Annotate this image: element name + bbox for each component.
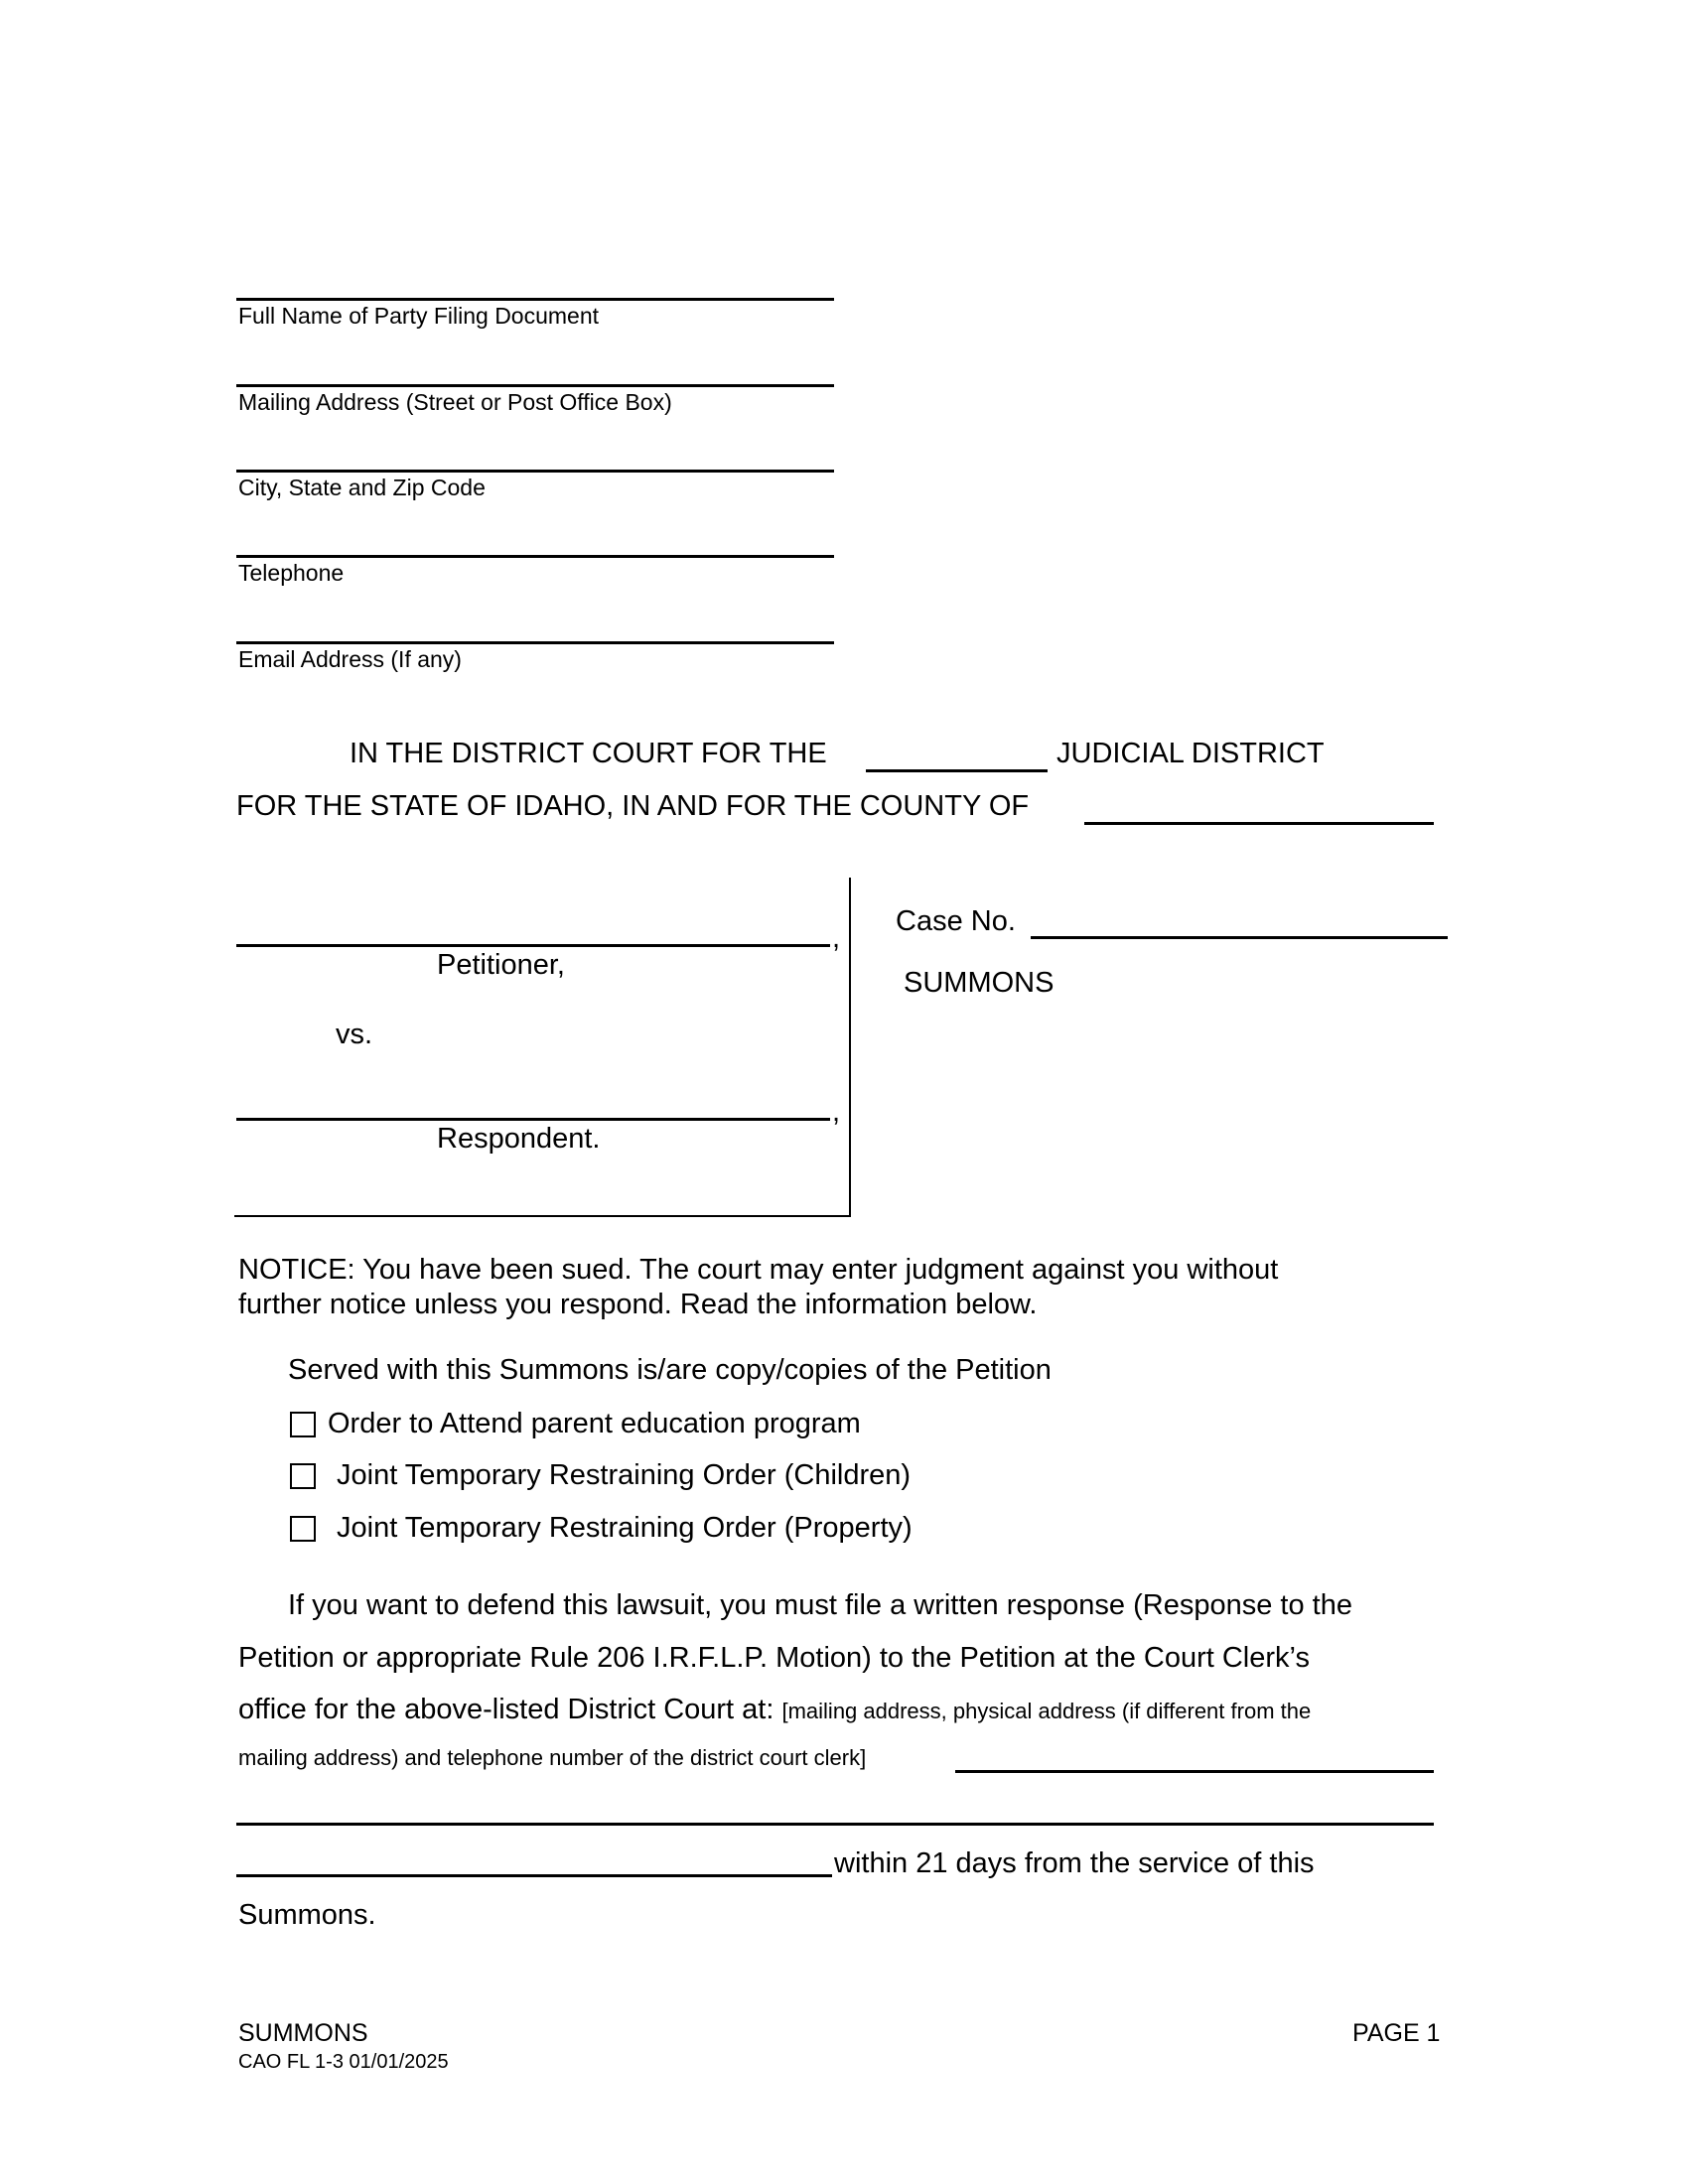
clerk-address-blank-3[interactable] [236,1874,832,1877]
served-intro: Served with this Summons is/are copy/copies of the Petition [288,1354,1052,1386]
caption-bottom-border [234,1215,851,1217]
defend-line-3-bracket: [mailing address, physical address (if different from the [781,1699,1312,1723]
jtro-property-checkbox[interactable] [290,1516,316,1542]
defend-line-3 [238,1694,1311,1726]
defend-line-3-main: office for the above-listed District Court at: [238,1694,782,1725]
footer-page-number: PAGE 1 [1352,2019,1441,2047]
petitioner-label: Petitioner, [437,949,565,981]
caption-divider [849,878,851,1216]
jtro-property-label: Joint Temporary Restraining Order (Property) [337,1512,913,1544]
respondent-label: Respondent. [437,1123,601,1155]
case-no-blank[interactable] [1031,936,1448,939]
petitioner-comma: , [832,922,841,954]
jtro-children-label: Joint Temporary Restraining Order (Children) [337,1459,912,1491]
defend-line-4: mailing address) and telephone number of the district court clerk] [238,1745,867,1770]
court-line1-end: JUDICIAL DISTRICT [1056,738,1325,769]
jtro-children-checkbox[interactable] [290,1463,316,1489]
clerk-address-blank-1[interactable] [955,1770,1434,1773]
court-line1-start: IN THE DISTRICT COURT FOR THE [350,738,827,769]
footer-title: SUMMONS [238,2019,368,2047]
footer-form-id: CAO FL 1-3 01/01/2025 [238,2051,449,2073]
notice-line-2: further notice unless you respond. Read the information below. [238,1289,1038,1320]
case-no-label: Case No. [896,905,1016,937]
clerk-address-blank-2[interactable] [236,1823,1434,1826]
defend-line-2: Petition or appropriate Rule 206 I.R.F.L.P. Motion) to the Petition at the Court Clerk’s [238,1642,1310,1674]
court-line2: FOR THE STATE OF IDAHO, IN AND FOR THE COUNTY OF [236,790,1030,822]
mailing-address-label: Mailing Address (Street or Post Office Box) [238,389,672,415]
respondent-name-line[interactable] [236,1118,830,1121]
defend-line-7: Summons. [238,1899,376,1931]
order-to-attend-checkbox[interactable] [290,1412,316,1437]
document-title: SUMMONS [904,967,1055,999]
city-state-zip-label: City, State and Zip Code [238,475,486,500]
full-name-label: Full Name of Party Filing Document [238,303,600,329]
respondent-comma: , [832,1096,841,1128]
telephone-label: Telephone [238,560,345,586]
telephone-line[interactable] [236,555,834,558]
petitioner-name-line[interactable] [236,944,830,947]
defend-line-1: If you want to defend this lawsuit, you must file a written response (Response to the [288,1589,1352,1621]
county-blank[interactable] [1084,822,1434,825]
mailing-address-line[interactable] [236,384,834,387]
email-label: Email Address (If any) [238,646,462,672]
full-name-line[interactable] [236,298,834,301]
city-state-zip-line[interactable] [236,470,834,473]
email-line[interactable] [236,641,834,644]
notice-line-1: NOTICE: You have been sued. The court may enter judgment against you without [238,1254,1279,1286]
order-to-attend-label: Order to Attend parent education program [328,1408,861,1439]
judicial-district-blank[interactable] [866,769,1048,772]
defend-line-6-tail: within 21 days from the service of this [834,1847,1315,1879]
vs-label: vs. [336,1019,373,1050]
